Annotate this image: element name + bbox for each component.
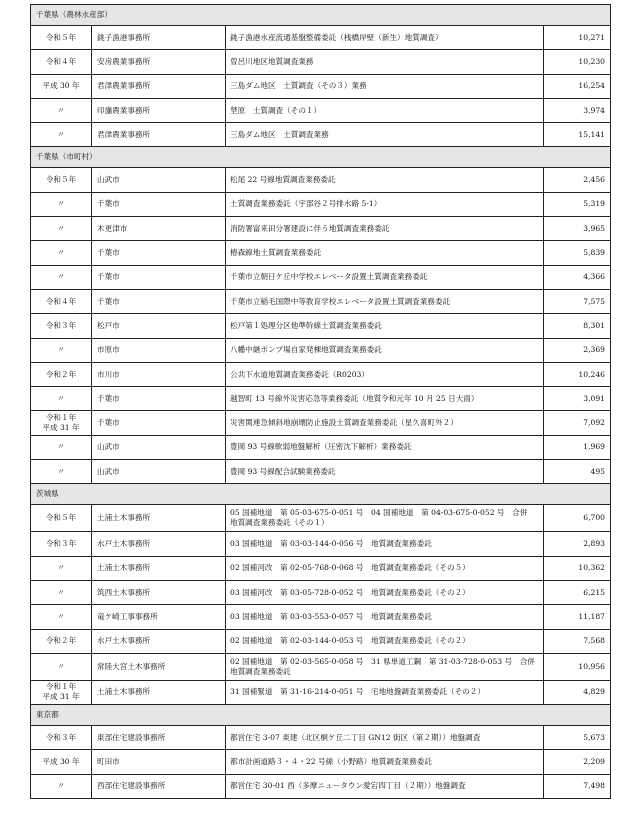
client-office-cell: 千葉市 — [92, 241, 226, 265]
year-text: 〃 — [57, 781, 65, 791]
year-text: 令和５年 — [45, 32, 77, 42]
work-title-cell: 三島ダム地区 土質調査（その３）業務 — [226, 74, 544, 98]
year-cell — [31, 26, 92, 50]
year-text: 令和２年 — [45, 369, 77, 379]
work-title-cell: 土質調査業務委託（宇部谷２号排水路 5-1） — [226, 192, 544, 216]
work-title-cell: 松尾 22 号線地質調査業務委託 — [226, 168, 544, 192]
table-row — [31, 50, 611, 74]
work-title-cell: 02 国補河改 第 02-05-768-0-068 号 地質調査業務委託（その５） — [226, 556, 544, 580]
table-row — [31, 217, 611, 241]
year-cell — [31, 241, 92, 265]
table-row — [31, 532, 611, 556]
amount-cell: 2,209 — [544, 750, 611, 774]
year-text: 平成 30 年 — [42, 81, 80, 91]
year-cell — [31, 192, 92, 216]
client-office-cell: 山武市 — [92, 460, 226, 484]
work-title-cell: 31 国補緊道 第 31-16-214-0-051 号 宅地地盤調査業務委託（その２） — [226, 680, 544, 704]
amount-cell: 10,362 — [544, 556, 611, 580]
year-text: 〃 — [57, 393, 65, 403]
table-row — [31, 98, 611, 122]
work-title-cell: 03 国補地道 第 03-03-144-0-056 号 地質調査業務委託 — [226, 532, 544, 556]
client-office-cell: 木更津市 — [92, 217, 226, 241]
section-title: 千葉県（農林水産部） — [31, 5, 611, 26]
client-office-cell: 市川市 — [92, 362, 226, 386]
table-row — [31, 435, 611, 459]
amount-cell: 6,700 — [544, 505, 611, 532]
work-title-cell: 越智町 13 号線外災害応急等業務委託（地質令和元年 10 月 25 日大雨） — [226, 387, 544, 411]
year-cell — [31, 411, 92, 435]
table-row — [31, 123, 611, 147]
year-text: 〃 — [57, 129, 65, 139]
year-text: 〃 — [57, 466, 65, 476]
year-cell — [31, 556, 92, 580]
table-row — [31, 387, 611, 411]
year-cell — [31, 629, 92, 653]
year-text: 〃 — [57, 442, 65, 452]
section-header-row — [31, 705, 611, 726]
amount-cell: 2,369 — [544, 338, 611, 362]
work-title-cell: 都市計画道路３・４・22 号線（小野路）地質調査業務委託 — [226, 750, 544, 774]
year-text: 令和５年 — [45, 175, 77, 185]
year-text: 令和４年 — [45, 296, 77, 306]
amount-cell: 11,187 — [544, 605, 611, 629]
work-title-cell: 02 国補地道 第 02-03-144-0-053 号 地質調査業務委託（その２） — [226, 629, 544, 653]
year-cell — [31, 750, 92, 774]
table-row — [31, 750, 611, 774]
year-text: 平成 30 年 — [42, 757, 80, 767]
year-cell — [31, 265, 92, 289]
year-cell — [31, 580, 92, 604]
year-text: 〃 — [57, 272, 65, 282]
survey-records-table — [30, 4, 611, 799]
year-text: 令和４年 — [45, 56, 77, 66]
client-office-cell: 市原市 — [92, 338, 226, 362]
client-office-cell: 千葉市 — [92, 387, 226, 411]
amount-cell: 3,091 — [544, 387, 611, 411]
client-office-cell: 東部住宅建設事務所 — [92, 726, 226, 750]
table-row — [31, 680, 611, 704]
year-text: 〃 — [57, 587, 65, 597]
client-office-cell: 水戸土木事務所 — [92, 629, 226, 653]
year-text: 平成 31 年 — [42, 692, 80, 702]
client-office-cell: 印旛農業事務所 — [92, 98, 226, 122]
year-cell — [31, 605, 92, 629]
amount-cell: 10,246 — [544, 362, 611, 386]
client-office-cell: 土浦土木事務所 — [92, 680, 226, 704]
amount-cell: 5,319 — [544, 192, 611, 216]
amount-cell: 3,974 — [544, 98, 611, 122]
year-text: 令和１年 — [45, 413, 77, 423]
work-title-cell: 松戸第１処理分区他準幹線土質調査業務委託 — [226, 314, 544, 338]
year-cell — [31, 98, 92, 122]
year-text: 〃 — [57, 661, 65, 671]
year-text: 平成 31 年 — [42, 423, 80, 433]
table-row — [31, 26, 611, 50]
table-row — [31, 556, 611, 580]
client-office-cell: 千葉市 — [92, 411, 226, 435]
amount-cell: 3,965 — [544, 217, 611, 241]
year-cell — [31, 362, 92, 386]
year-cell — [31, 217, 92, 241]
year-text: 〃 — [57, 611, 65, 621]
year-cell — [31, 338, 92, 362]
records-sheet — [30, 4, 610, 799]
client-office-cell: 竜ケ崎工事事務所 — [92, 605, 226, 629]
table-row — [31, 774, 611, 798]
amount-cell: 5,673 — [544, 726, 611, 750]
work-title-cell: 03 国補河改 第 03-05-728-0-052 号 地質調査業務委託（その２） — [226, 580, 544, 604]
amount-cell: 2,893 — [544, 532, 611, 556]
work-title-cell: 消防署富来田分署建設に伴う地質調査業務委託 — [226, 217, 544, 241]
work-title-cell: 千葉市立稲毛国際中等教育学校エレベータ設置土質調査業務委託 — [226, 289, 544, 313]
work-title-cell: 豊岡 93 号線軟弱地盤解析（圧密沈下解析）業務委託 — [226, 435, 544, 459]
amount-cell: 1,969 — [544, 435, 611, 459]
section-header-row — [31, 5, 611, 26]
amount-cell: 2,456 — [544, 168, 611, 192]
table-row — [31, 411, 611, 435]
year-cell — [31, 74, 92, 98]
client-office-cell: 千葉市 — [92, 265, 226, 289]
amount-cell: 10,230 — [544, 50, 611, 74]
table-row — [31, 241, 611, 265]
year-cell — [31, 435, 92, 459]
work-title-cell: 03 国補地道 第 03-03-553-0-057 号 地質調査業務委託 — [226, 605, 544, 629]
work-title-cell: 埜原 土質調査（その１） — [226, 98, 544, 122]
amount-cell: 6,215 — [544, 580, 611, 604]
amount-cell: 7,498 — [544, 774, 611, 798]
work-title-cell: 銚子漁港水産流通基盤整備委託（桟橋岸壁（新生）地質調査） — [226, 26, 544, 50]
amount-cell: 7,568 — [544, 629, 611, 653]
table-row — [31, 168, 611, 192]
table-row — [31, 505, 611, 532]
client-office-cell: 西部住宅建設事務所 — [92, 774, 226, 798]
work-title-cell: 曽呂川地区地質調査業務 — [226, 50, 544, 74]
client-office-cell: 山武市 — [92, 168, 226, 192]
year-cell — [31, 774, 92, 798]
year-cell — [31, 680, 92, 704]
year-text: 〃 — [57, 563, 65, 573]
year-cell — [31, 314, 92, 338]
year-text: 〃 — [57, 223, 65, 233]
client-office-cell: 筑西土木事務所 — [92, 580, 226, 604]
client-office-cell: 千葉市 — [92, 192, 226, 216]
year-text: 〃 — [57, 105, 65, 115]
table-row — [31, 74, 611, 98]
amount-cell: 4,366 — [544, 265, 611, 289]
amount-cell: 7,092 — [544, 411, 611, 435]
table-row — [31, 192, 611, 216]
client-office-cell: 水戸土木事務所 — [92, 532, 226, 556]
client-office-cell: 銚子漁港事務所 — [92, 26, 226, 50]
client-office-cell: 君津農業事務所 — [92, 123, 226, 147]
amount-cell: 4,829 — [544, 680, 611, 704]
amount-cell: 7,575 — [544, 289, 611, 313]
year-cell — [31, 387, 92, 411]
client-office-cell: 松戸市 — [92, 314, 226, 338]
table-row — [31, 314, 611, 338]
client-office-cell: 安房農業事務所 — [92, 50, 226, 74]
work-title-cell: 都営住宅 3-07 東建（北区桐ケ丘二丁目 GN12 街区（第２期））地盤調査 — [226, 726, 544, 750]
work-title-cell: 公共下水道地質調査業務委託（R0203） — [226, 362, 544, 386]
table-row — [31, 289, 611, 313]
year-text: 〃 — [57, 248, 65, 258]
amount-cell: 10,956 — [544, 653, 611, 680]
year-text: 令和３年 — [45, 538, 77, 548]
table-row — [31, 265, 611, 289]
year-cell — [31, 726, 92, 750]
year-text: 令和２年 — [45, 636, 77, 646]
client-office-cell: 君津農業事務所 — [92, 74, 226, 98]
table-row — [31, 338, 611, 362]
amount-cell: 5,839 — [544, 241, 611, 265]
table-row — [31, 362, 611, 386]
client-office-cell: 山武市 — [92, 435, 226, 459]
table-row — [31, 629, 611, 653]
client-office-cell: 土浦土木事務所 — [92, 556, 226, 580]
work-title-cell: 椿森線地土質調査業務委託 — [226, 241, 544, 265]
table-row — [31, 653, 611, 680]
client-office-cell: 土浦土木事務所 — [92, 505, 226, 532]
work-title-cell: 都営住宅 30-01 西（多摩ニュータウン愛宕四丁目（２期））地盤調査 — [226, 774, 544, 798]
table-row — [31, 605, 611, 629]
work-title-cell: 02 国補地道 第 02-03-565-0-058 号 31 県単道工鋼 第 31-03-728-0-053 号 合併 地質調査業務委託 — [226, 653, 544, 680]
year-text: 令和５年 — [45, 513, 77, 523]
table-row — [31, 726, 611, 750]
section-header-row — [31, 484, 611, 505]
work-title-cell: 05 国補地道 第 05-03-675-0-051 号 04 国補地道 第 04-03-675-0-052 号 合併 地質調査業務委託（その１） — [226, 505, 544, 532]
year-cell — [31, 653, 92, 680]
year-text: 令和３年 — [45, 732, 77, 742]
work-title-cell: 災害関連急傾斜地崩壊防止施設土質調査業務委託（星久喜町外２） — [226, 411, 544, 435]
work-title-cell: 三島ダム地区 土質調査業務 — [226, 123, 544, 147]
amount-cell: 15,141 — [544, 123, 611, 147]
year-text: 〃 — [57, 345, 65, 355]
client-office-cell: 町田市 — [92, 750, 226, 774]
table-row — [31, 460, 611, 484]
amount-cell: 10,271 — [544, 26, 611, 50]
year-text: 〃 — [57, 199, 65, 209]
year-text: 令和３年 — [45, 320, 77, 330]
year-cell — [31, 532, 92, 556]
year-cell — [31, 168, 92, 192]
section-title: 千葉県（市町村） — [31, 147, 611, 168]
work-title-cell: 千葉市立朝日ケ丘中学校エレベータ設置土質調査業務委託 — [226, 265, 544, 289]
client-office-cell: 千葉市 — [92, 289, 226, 313]
year-cell — [31, 50, 92, 74]
year-text: 令和１年 — [45, 682, 77, 692]
table-row — [31, 580, 611, 604]
year-cell — [31, 123, 92, 147]
section-title: 東京都 — [31, 705, 611, 726]
year-cell — [31, 289, 92, 313]
year-cell — [31, 505, 92, 532]
amount-cell: 495 — [544, 460, 611, 484]
section-title: 茨城県 — [31, 484, 611, 505]
section-header-row — [31, 147, 611, 168]
work-title-cell: 豊岡 93 号線配合試験業務委託 — [226, 460, 544, 484]
year-cell — [31, 460, 92, 484]
client-office-cell: 常陸大宮土木事務所 — [92, 653, 226, 680]
work-title-cell: 八幡中継ポンプ場自家発棟地質調査業務委託 — [226, 338, 544, 362]
amount-cell: 16,254 — [544, 74, 611, 98]
amount-cell: 8,301 — [544, 314, 611, 338]
